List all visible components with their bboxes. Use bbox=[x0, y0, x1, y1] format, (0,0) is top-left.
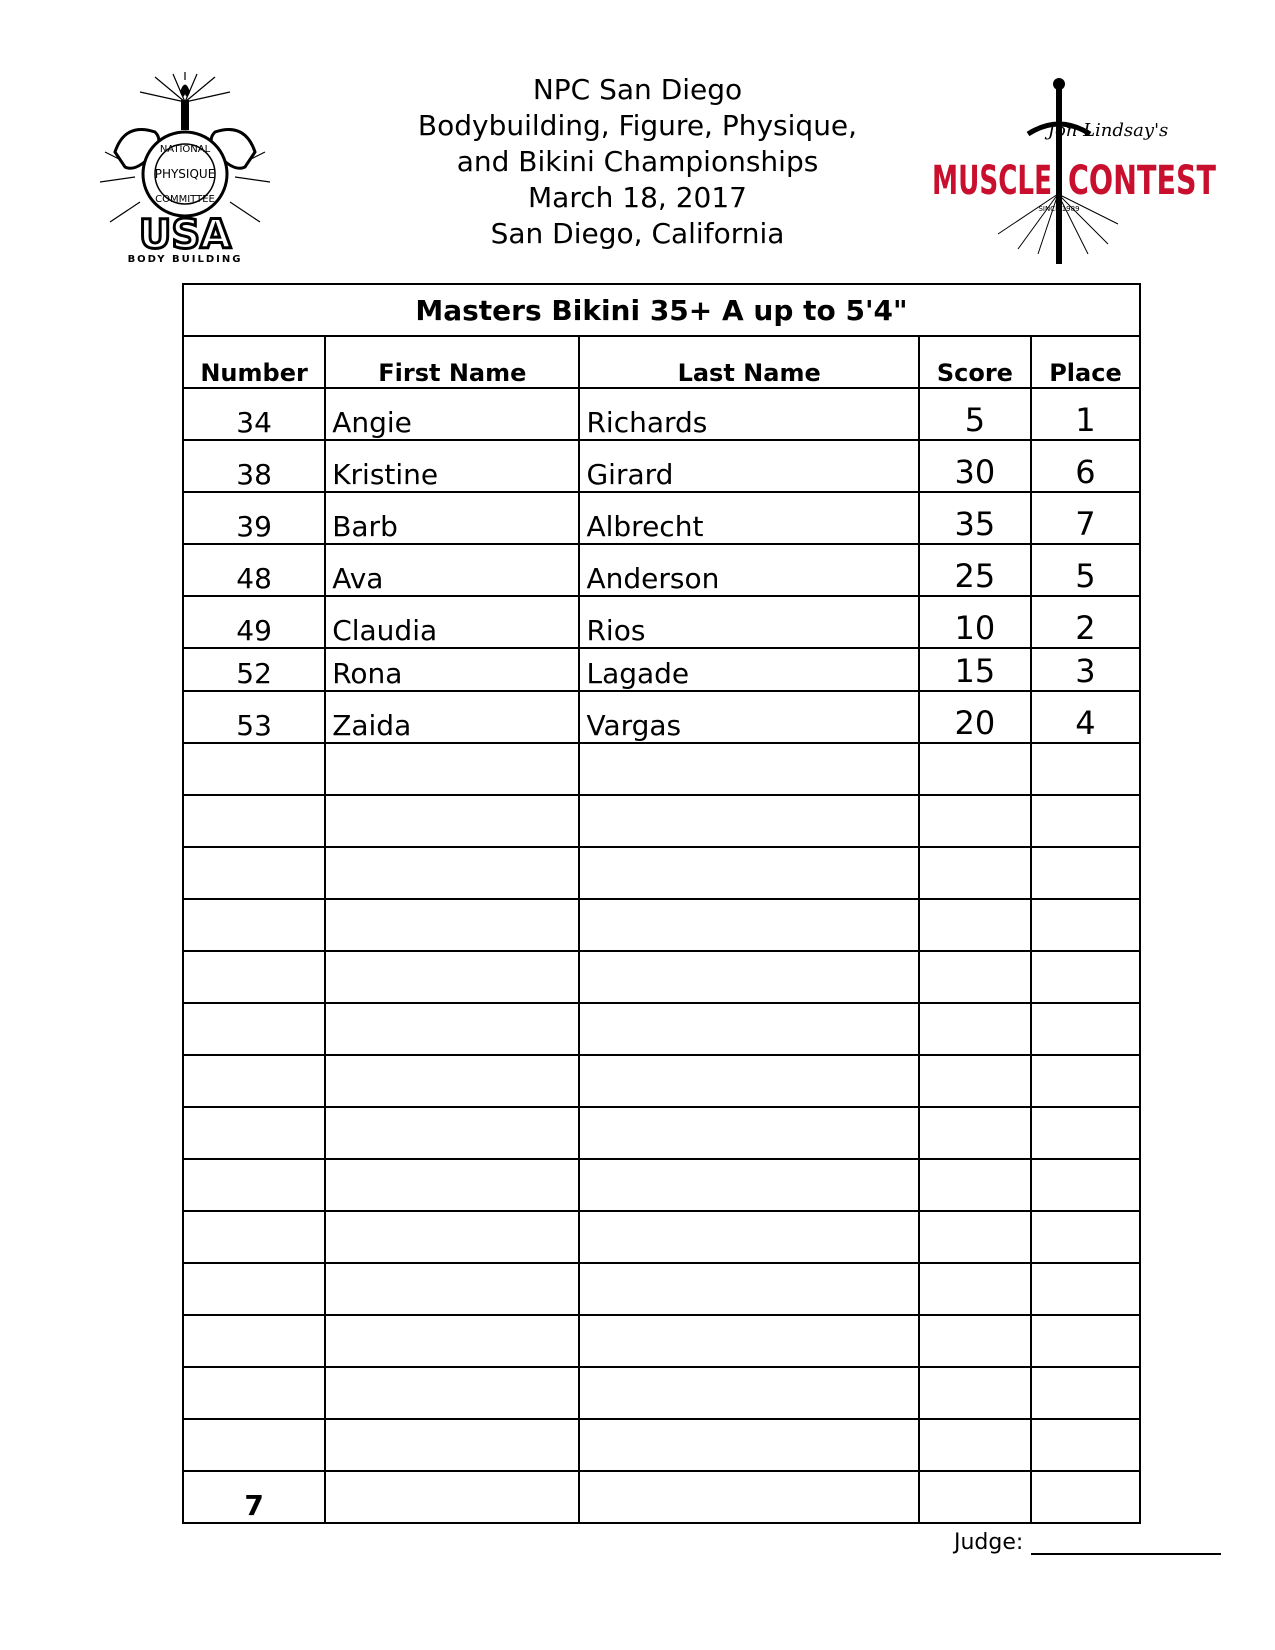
column-header-first-name: First Name bbox=[325, 336, 579, 388]
empty-row bbox=[183, 899, 1140, 951]
cell-place: 3 bbox=[1031, 648, 1140, 691]
competitor-count: 7 bbox=[183, 1471, 325, 1523]
header-event-line1: Bodybuilding, Figure, Physique, bbox=[417, 109, 858, 142]
cell-last-name: Anderson bbox=[579, 544, 918, 596]
cell-last-name: Girard bbox=[579, 440, 918, 492]
logo-contest: CONTEST bbox=[1068, 158, 1217, 204]
cell-number: 39 bbox=[183, 492, 325, 544]
cell-place: 5 bbox=[1031, 544, 1140, 596]
event-header bbox=[0, 72, 1275, 252]
header-date: March 18, 2017 bbox=[528, 181, 747, 214]
cell-score: 20 bbox=[919, 691, 1031, 743]
empty-row bbox=[183, 1159, 1140, 1211]
table-row bbox=[183, 388, 1140, 440]
cell-score: 15 bbox=[919, 648, 1031, 691]
cell-score: 35 bbox=[919, 492, 1031, 544]
empty-row bbox=[183, 1003, 1140, 1055]
cell-place: 7 bbox=[1031, 492, 1140, 544]
cell-number: 38 bbox=[183, 440, 325, 492]
cell-last-name: Lagade bbox=[579, 648, 918, 691]
logo-sub: BODY BUILDING bbox=[127, 254, 243, 265]
table-row bbox=[183, 691, 1140, 743]
column-header-score: Score bbox=[919, 336, 1031, 388]
total-row bbox=[183, 1471, 1140, 1523]
empty-row bbox=[183, 951, 1140, 1003]
header-org: NPC San Diego bbox=[532, 73, 743, 106]
cell-place: 2 bbox=[1031, 596, 1140, 648]
cell-last-name: Albrecht bbox=[579, 492, 918, 544]
column-header-number: Number bbox=[183, 336, 325, 388]
judge-label: Judge: bbox=[954, 1530, 1024, 1555]
logo-ring-bottom: COMMITTEE bbox=[155, 194, 215, 205]
cell-first-name: Barb bbox=[325, 492, 579, 544]
cell-score: 30 bbox=[919, 440, 1031, 492]
table-row bbox=[183, 596, 1140, 648]
column-header-place: Place bbox=[1031, 336, 1140, 388]
empty-row bbox=[183, 1315, 1140, 1367]
cell-last-name: Vargas bbox=[579, 691, 918, 743]
logo-ring-top: NATIONAL bbox=[159, 144, 211, 155]
score-sheet-table bbox=[182, 283, 1141, 1524]
empty-row bbox=[183, 1211, 1140, 1263]
cell-first-name: Zaida bbox=[325, 691, 579, 743]
logo-script: Jon Lindsay's bbox=[1047, 120, 1169, 141]
column-header-last-name: Last Name bbox=[579, 336, 918, 388]
cell-place: 1 bbox=[1031, 388, 1140, 440]
header-event-line2: and Bikini Championships bbox=[456, 145, 819, 178]
table-row bbox=[183, 492, 1140, 544]
judge-signature-line[interactable] bbox=[1031, 1533, 1221, 1555]
cell-first-name: Angie bbox=[325, 388, 579, 440]
empty-row bbox=[183, 1419, 1140, 1471]
empty-row bbox=[183, 847, 1140, 899]
empty-row bbox=[183, 1263, 1140, 1315]
cell-number: 53 bbox=[183, 691, 325, 743]
logo-muscle: MUSCLE bbox=[932, 158, 1052, 204]
cell-first-name: Rona bbox=[325, 648, 579, 691]
table-row bbox=[183, 544, 1140, 596]
empty-row bbox=[183, 1055, 1140, 1107]
cell-number: 49 bbox=[183, 596, 325, 648]
cell-place: 6 bbox=[1031, 440, 1140, 492]
empty-row bbox=[183, 1367, 1140, 1419]
cell-number: 52 bbox=[183, 648, 325, 691]
header-location: San Diego, California bbox=[490, 217, 785, 250]
cell-last-name: Rios bbox=[579, 596, 918, 648]
cell-first-name: Ava bbox=[325, 544, 579, 596]
cell-place: 4 bbox=[1031, 691, 1140, 743]
cell-last-name: Richards bbox=[579, 388, 918, 440]
column-header-row bbox=[183, 336, 1140, 388]
table-row bbox=[183, 440, 1140, 492]
cell-first-name: Claudia bbox=[325, 596, 579, 648]
logo-ring-mid: PHYSIQUE bbox=[154, 167, 216, 181]
judge-signature bbox=[954, 1530, 1221, 1555]
cell-score: 25 bbox=[919, 544, 1031, 596]
cell-score: 10 bbox=[919, 596, 1031, 648]
cell-score: 5 bbox=[919, 388, 1031, 440]
empty-row bbox=[183, 795, 1140, 847]
division-title: Masters Bikini 35+ A up to 5'4" bbox=[183, 284, 1140, 336]
cell-number: 34 bbox=[183, 388, 325, 440]
logo-since: SINCE 1989 bbox=[1038, 205, 1080, 213]
cell-number: 48 bbox=[183, 544, 325, 596]
logo-usa: USA bbox=[138, 212, 232, 258]
table-row bbox=[183, 648, 1140, 691]
empty-row bbox=[183, 743, 1140, 795]
cell-first-name: Kristine bbox=[325, 440, 579, 492]
empty-row bbox=[183, 1107, 1140, 1159]
